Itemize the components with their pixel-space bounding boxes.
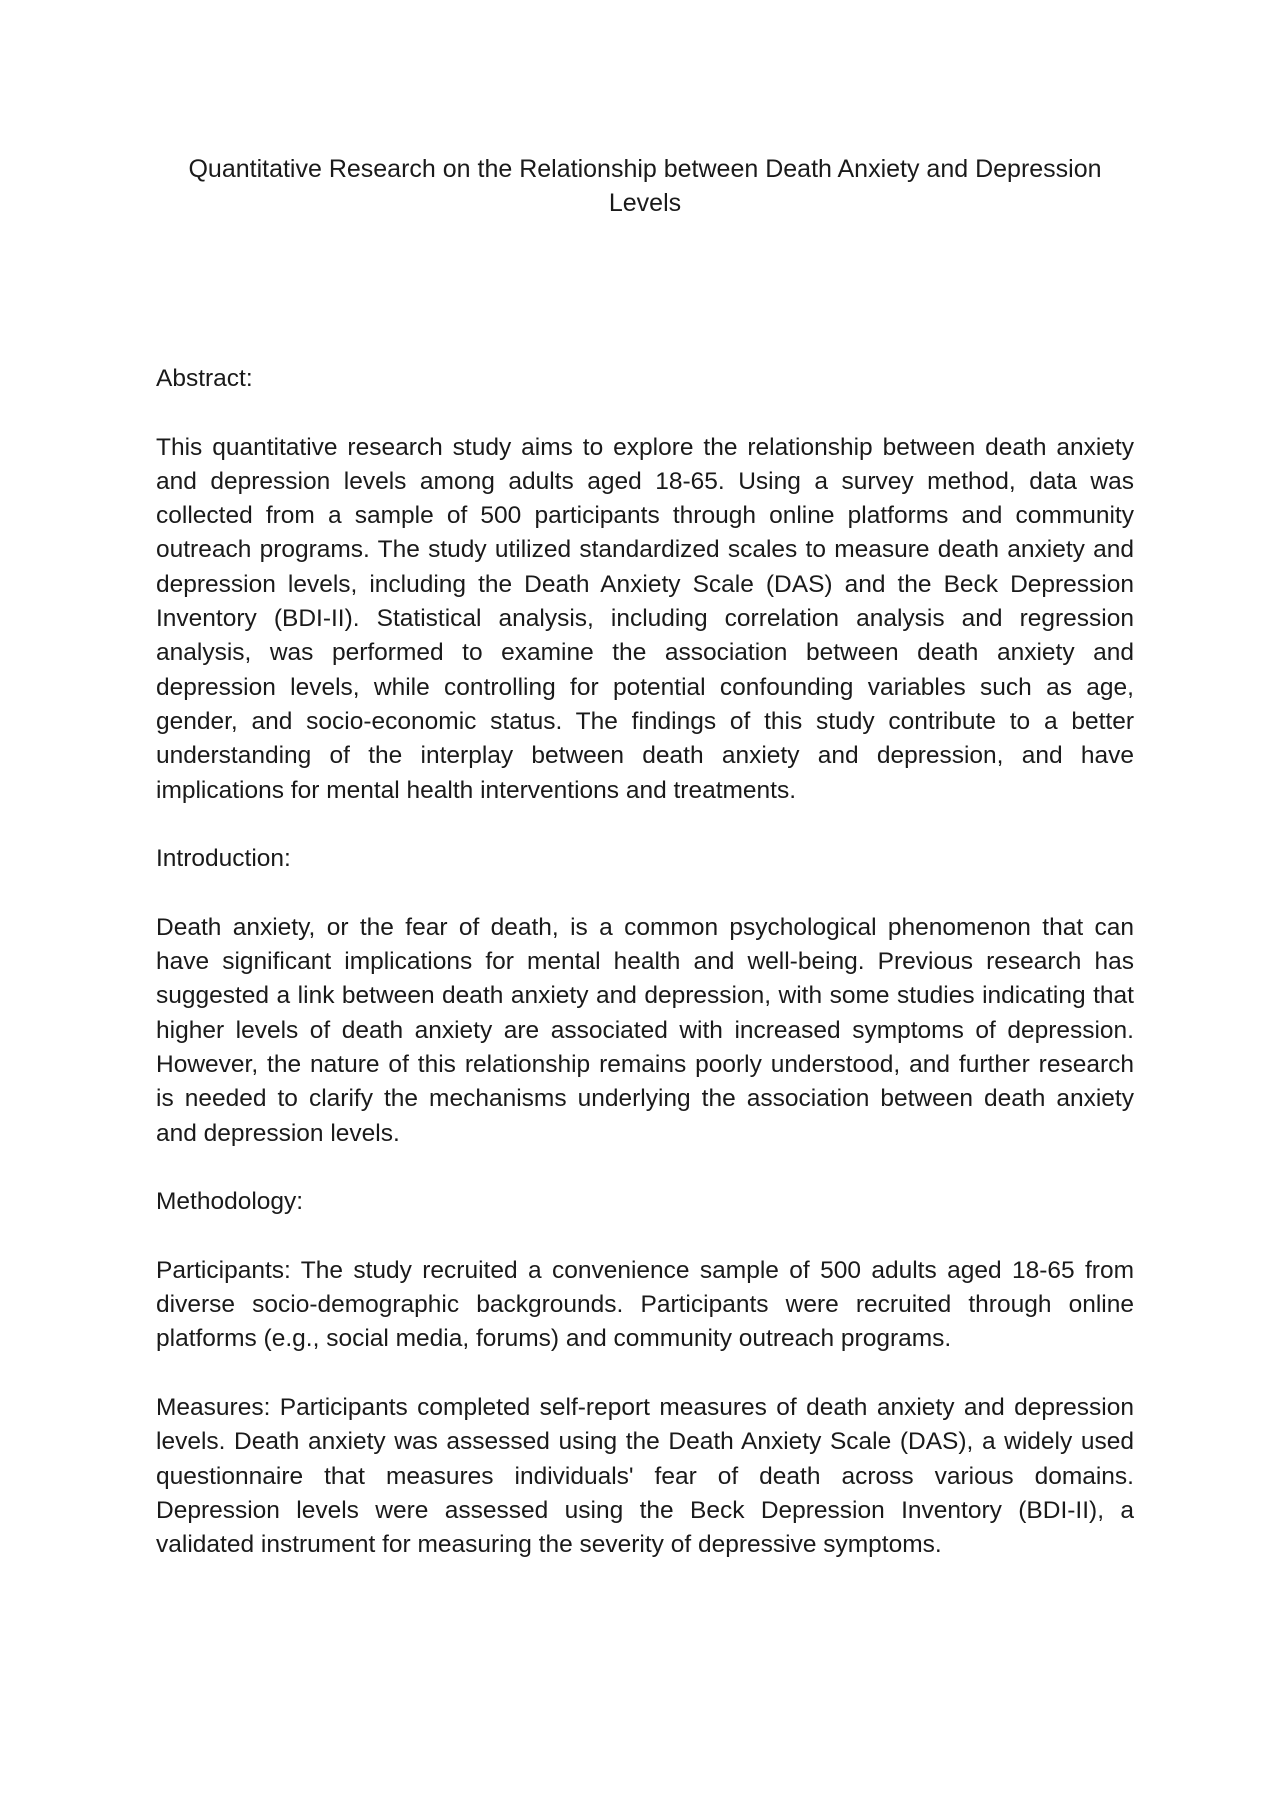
- participants-paragraph: Participants: The study recruited a convenience sample of 500 adults aged 18-65 from diverse socio-demographic backgrounds. Participants were recruited through online platforms (e.g., social media, forums) and community outreach programs.: [156, 1256, 1134, 1353]
- introduction-section: [156, 842, 1134, 1151]
- document-body: [156, 362, 1134, 1597]
- abstract-section: [156, 362, 1134, 808]
- abstract-heading: Abstract:: [156, 365, 253, 392]
- methodology-heading: Methodology:: [156, 1188, 304, 1216]
- introduction-paragraph: Death anxiety, or the fear of death, is a common psychological phenomenon that can have significant implications for mental health and well-being. Previous research has suggested a link between death anxiety and depression, with some studies indicating that higher levels of death anxiety are associated with increased symptoms of depression. However, the nature of this relationship remains poorly understood, and further research is needed to clarify the mechanisms underlying the association between death anxiety and depression levels.: [156, 913, 1134, 1147]
- measures-paragraph: Measures: Participants completed self-report measures of death anxiety and depression levels. Death anxiety was assessed using the Death Anxiety Scale (DAS), a widely used questionnaire that measures individuals' fear of death across various domains. Depression levels were assessed using the Beck Depression Inventory (BDI-II), a validated instrument for measuring the severity of depressive symptoms.: [156, 1393, 1134, 1559]
- methodology-section: [156, 1185, 1134, 1562]
- document-title: Quantitative Research on the Relationship between Death Anxiety and Depression Levels: [188, 155, 1102, 217]
- abstract-paragraph: This quantitative research study aims to explore the relationship between death anxiety and depression levels among adults aged 18-65. Using a survey method, data was collected from a sample of 500 participants through online platforms and community outreach programs. The study utilized standardized scales to measure death anxiety and depression levels, including the Death Anxiety Scale (DAS) and the Beck Depression Inventory (BDI-II). Statistical analysis, including correlation analysis and regression analysis, was performed to examine the association between death anxiety and depression levels, while controlling for potential confounding variables such as age, gender, and socio-economic status. The findings of this study contribute to a better understanding of the interplay between death anxiety and depression, and have implications for mental health interventions and treatments.: [156, 433, 1134, 804]
- introduction-heading: Introduction:: [156, 845, 291, 873]
